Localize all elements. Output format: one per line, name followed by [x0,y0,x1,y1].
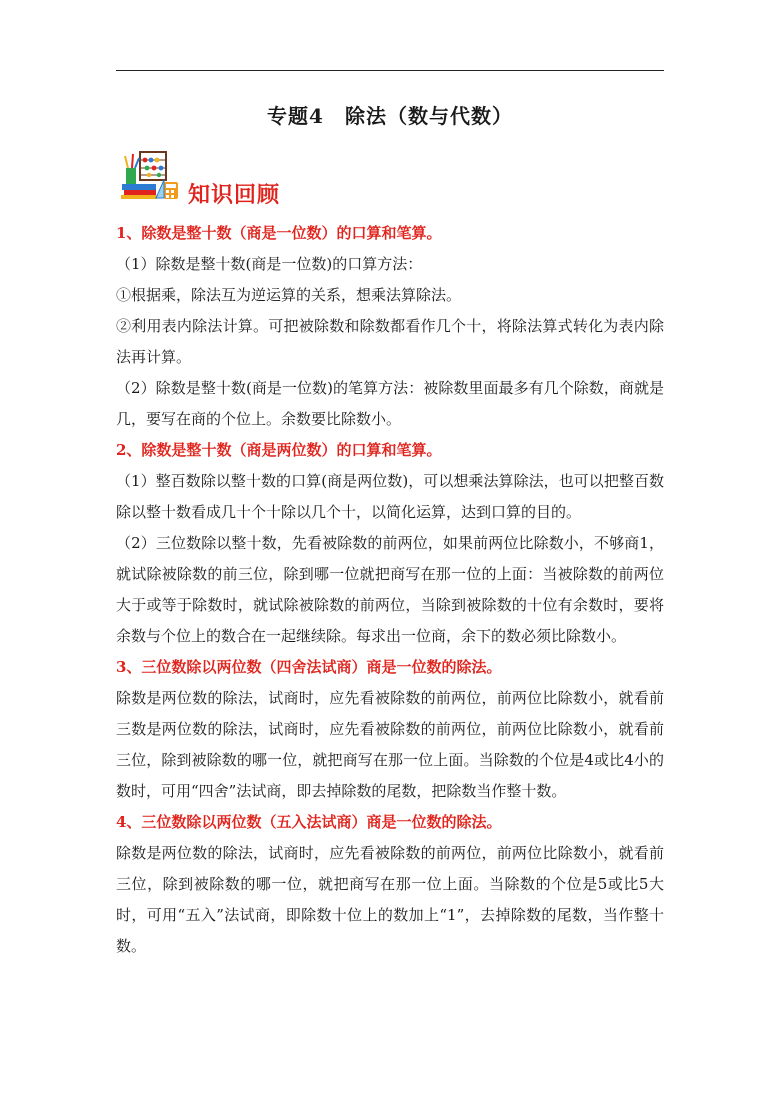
paragraph: ②利用表内除法计算。可把被除数和除数都看作几个十，将除法算式转化为表内除法再计算。 [116,317,664,366]
page-title: 专题4 除法（数与代数） [267,104,513,128]
heading-4: 4、三位数除以两位数（五入法试商）商是一位数的除法。 [116,813,502,831]
heading-2: 2、除数是整十数（商是两位数）的口算和笔算。 [116,441,442,459]
paragraph: （2）除数是整十数(商是一位数)的笔算方法：被除数里面最多有几个除数，商就是几，要写在商的个位上。余数要比除数小。 [116,379,664,428]
heading-1: 1、除数是整十数（商是一位数）的口算和笔算。 [116,224,442,242]
paragraph: （1）除数是整十数(商是一位数)的口算方法： [116,255,423,273]
paragraph: 除数是两位数的除法，试商时，应先看被除数的前两位，前两位比除数小，就看前三位，除到被除数的哪一位，就把商写在那一位上面。当除数的个位是5或比5大时，可用“五入”法试商，即除数十位上的数加上“1”，去掉除数的尾数，当作整十数。 [116,844,664,955]
paragraph: ①根据乘，除法互为逆运算的关系，想乘法算除法。 [116,286,462,304]
study-tools-icon [118,150,182,200]
header-rule [116,70,664,71]
section-title: 知识回顾 [188,182,281,208]
document-body [116,218,664,962]
paragraph: （2）三位数除以整十数，先看被除数的前两位，如果前两位比除数小，不够商1，就试除被除数的前三位，除到哪一位就把商写在那一位的上面：当被除数的前两位大于或等于除数时，就试除被除数的前两位，当除到被除数的十位有余数时，要将余数与个位上的数合在一起继续除。每求出一位商，余下的数必须比除数小。 [116,534,664,645]
section-header [118,150,318,208]
heading-3: 3、三位数除以两位数（四舍法试商）商是一位数的除法。 [116,658,502,676]
paragraph: （1）整百数除以整十数的口算(商是两位数)，可以想乘法算除法，也可以把整百数除以整十数看成几十个十除以几个十，以简化运算，达到口算的目的。 [116,472,664,521]
paragraph: 除数是两位数的除法，试商时，应先看被除数的前两位，前两位比除数小，就看前三数是两位数的除法，试商时，应先看被除数的前两位，前两位比除数小，就看前三位，除到被除数的哪一位，就把商写在那一位上面。当除数的个位是4或比4小的数时，可用“四舍”法试商，即去掉除数的尾数，把除数当作整十数。 [116,689,664,800]
